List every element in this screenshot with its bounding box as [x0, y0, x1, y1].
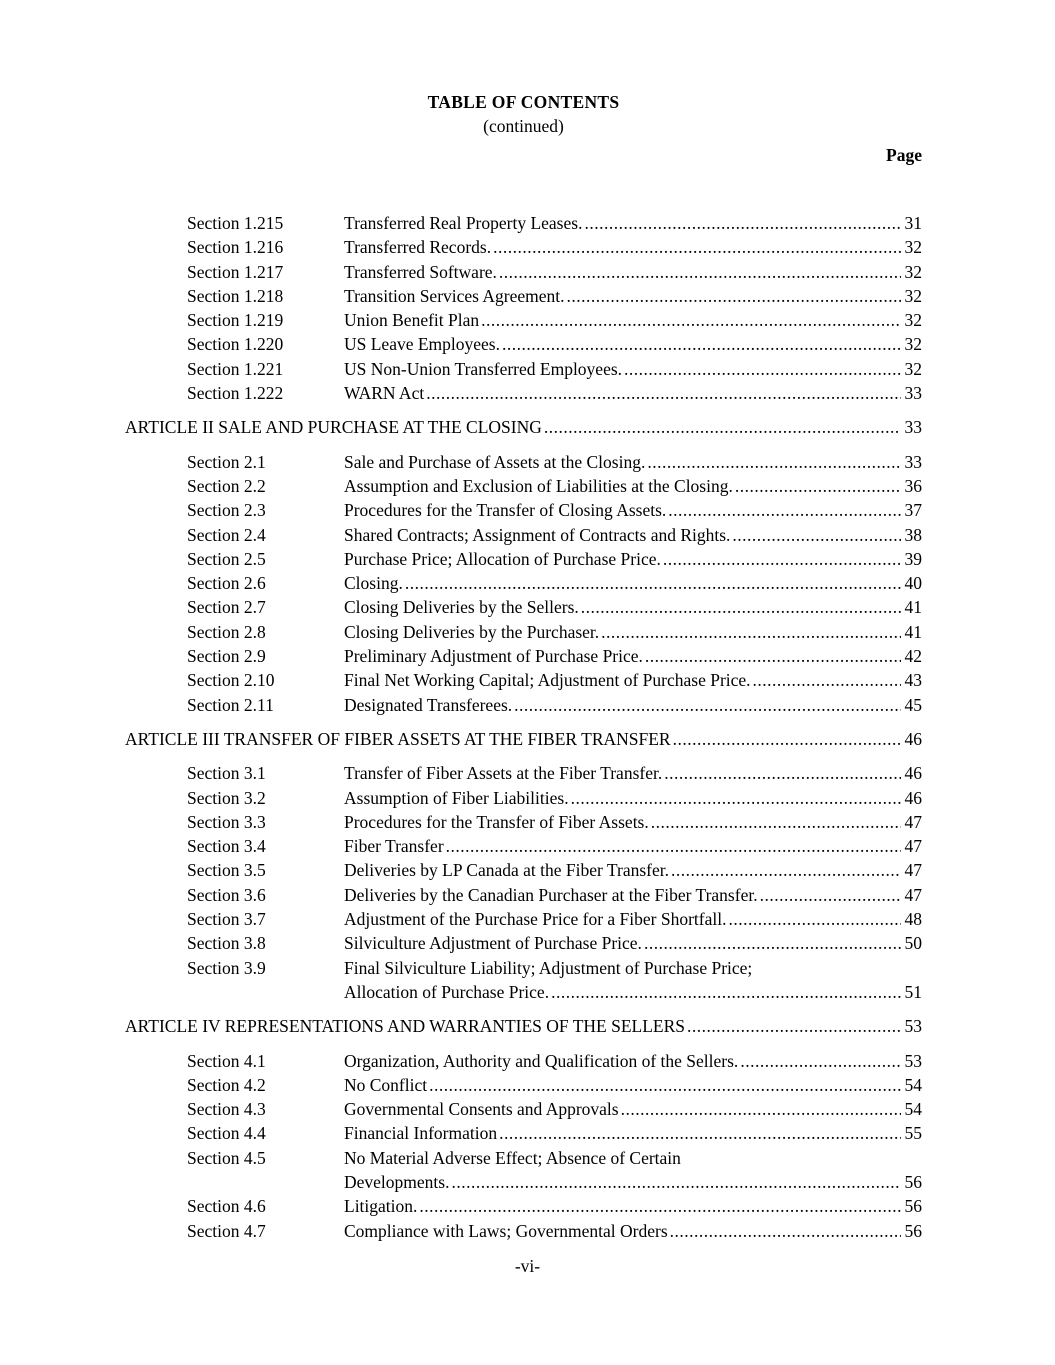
toc-entry — [344, 1073, 922, 1097]
dot-leader — [444, 834, 901, 858]
dot-leader — [661, 547, 901, 571]
toc-entry-row — [125, 761, 922, 785]
dot-leader — [666, 498, 900, 522]
toc-entry — [344, 332, 922, 356]
toc-entry — [344, 907, 922, 931]
entry-title: Transfer of Fiber Assets at the Fiber Transfer. — [344, 763, 663, 784]
toc-entry-row — [125, 332, 922, 356]
entry-title: Preliminary Adjustment of Purchase Price. — [344, 646, 643, 667]
entry-page-number: 41 — [904, 597, 922, 618]
entry-title: No Material Adverse Effect; Absence of Certain — [344, 1147, 681, 1168]
table-of-contents — [125, 211, 922, 1243]
entry-title: Transferred Records. — [344, 237, 492, 258]
toc-entry — [344, 858, 922, 882]
section-number-label: Section 3.1 — [187, 763, 266, 784]
dot-leader — [671, 727, 901, 751]
toc-entry — [344, 931, 922, 955]
section-number-label: Section 1.219 — [187, 310, 284, 331]
toc-entry-row — [125, 284, 922, 308]
toc-entry-row — [125, 883, 922, 907]
dot-leader — [497, 1121, 900, 1145]
entry-page-number: 39 — [904, 548, 922, 569]
entry-title: Closing Deliveries by the Purchaser. — [344, 621, 600, 642]
toc-entry-row — [125, 595, 922, 619]
section-number-label: Section 2.11 — [187, 694, 274, 715]
dot-leader — [403, 571, 901, 595]
section-number-label: Section 2.9 — [187, 646, 266, 667]
toc-entry — [344, 1219, 922, 1243]
dot-leader — [542, 415, 901, 439]
section-number-label: Section 1.218 — [187, 285, 284, 306]
entry-title: Assumption and Exclusion of Liabilities at the Closing. — [344, 475, 733, 496]
entry-title: Allocation of Purchase Price. — [344, 981, 550, 1002]
entry-page-number: 56 — [904, 1171, 922, 1192]
entry-title: ARTICLE IV REPRESENTATIONS AND WARRANTIES OF THE SELLERS — [125, 1016, 686, 1037]
dot-leader — [662, 761, 900, 785]
entry-title: Shared Contracts; Assignment of Contracts and Rights. — [344, 524, 731, 545]
dot-leader — [730, 523, 900, 547]
section-number-label: Section 4.2 — [187, 1074, 266, 1095]
entry-title: Developments. — [344, 1171, 450, 1192]
toc-entry-row — [125, 1194, 922, 1218]
entry-page-number: 50 — [904, 933, 922, 954]
entry-title: Final Silviculture Liability; Adjustment of Purchase Price; — [344, 957, 753, 978]
entry-title: No Conflict — [344, 1074, 428, 1095]
toc-entry — [125, 415, 922, 439]
entry-page-number: 46 — [904, 728, 922, 749]
entry-title: Litigation. — [344, 1196, 418, 1217]
toc-article-row — [125, 1014, 922, 1038]
toc-entry-row — [125, 644, 922, 668]
toc-entry-row — [125, 620, 922, 644]
section-number-label: Section 4.3 — [187, 1099, 266, 1120]
section-number-label: Section 2.8 — [187, 621, 266, 642]
entry-title: US Non-Union Transferred Employees. — [344, 358, 623, 379]
entry-page-number: 37 — [904, 500, 922, 521]
entry-page-number: 40 — [904, 573, 922, 594]
toc-entry — [344, 761, 922, 785]
toc-entry — [344, 1049, 922, 1073]
section-number-label: Section 3.5 — [187, 860, 266, 881]
entry-title: Sale and Purchase of Assets at the Closing. — [344, 451, 646, 472]
toc-entry — [344, 260, 922, 284]
toc-entry — [344, 786, 922, 810]
entry-page-number: 47 — [904, 836, 922, 857]
toc-entry-row — [125, 907, 922, 931]
entry-title: Transferred Real Property Leases. — [344, 213, 583, 233]
entry-title: Deliveries by the Canadian Purchaser at the Fiber Transfer. — [344, 884, 758, 905]
dot-leader — [751, 668, 901, 692]
entry-page-number: 32 — [904, 237, 922, 258]
entry-title: WARN Act — [344, 383, 425, 404]
section-number-label: Section 1.221 — [187, 358, 284, 379]
dot-leader — [642, 931, 901, 955]
toc-entry-row — [125, 357, 922, 381]
entry-page-number: 33 — [904, 383, 922, 404]
section-number-label: Section 2.7 — [187, 597, 266, 618]
toc-entry-row — [125, 381, 922, 405]
toc-entry — [344, 980, 922, 1004]
entry-title: Final Net Working Capital; Adjustment of Purchase Price. — [344, 670, 751, 691]
entry-title: Transferred Software. — [344, 261, 497, 282]
entry-title: Governmental Consents and Approvals — [344, 1099, 619, 1120]
entry-page-number: 56 — [904, 1196, 922, 1217]
toc-entry — [344, 474, 922, 498]
entry-title: Deliveries by LP Canada at the Fiber Transfer. — [344, 860, 669, 881]
toc-entry-row — [125, 474, 922, 498]
dot-leader — [758, 883, 901, 907]
entry-page-number: 32 — [904, 310, 922, 331]
entry-title: ARTICLE III TRANSFER OF FIBER ASSETS AT THE FIBER TRANSFER — [125, 728, 671, 749]
entry-page-number: 43 — [904, 670, 922, 691]
dot-leader — [569, 786, 901, 810]
toc-entry-row — [125, 235, 922, 259]
toc-entry-row — [125, 786, 922, 810]
document-header — [125, 90, 922, 167]
toc-entry-row — [125, 1097, 922, 1121]
toc-entry — [344, 620, 922, 644]
entry-title: Designated Transferees. — [344, 694, 513, 715]
toc-entry — [344, 381, 922, 405]
entry-title: Financial Information — [344, 1123, 498, 1144]
toc-entry-row — [125, 547, 922, 571]
section-number-label: Section 1.216 — [187, 237, 284, 258]
toc-entry — [344, 547, 922, 571]
entry-title: Fiber Transfer — [344, 836, 444, 857]
entry-title: Closing. — [344, 573, 403, 594]
entry-title: Adjustment of the Purchase Price for a Fiber Shortfall. — [344, 909, 727, 930]
toc-entry-row — [125, 1121, 922, 1145]
entry-page-number: 33 — [904, 451, 922, 472]
section-number-label: Section 2.10 — [187, 670, 275, 691]
dot-leader — [649, 810, 901, 834]
toc-entry — [344, 834, 922, 858]
toc-entry — [344, 1097, 922, 1121]
section-number-label: Section 3.6 — [187, 884, 266, 905]
dot-leader — [643, 644, 901, 668]
entry-title: Purchase Price; Allocation of Purchase Price. — [344, 548, 661, 569]
entry-page-number: 41 — [904, 621, 922, 642]
entry-page-number: 46 — [904, 787, 922, 808]
dot-leader — [599, 620, 900, 644]
dot-leader — [582, 211, 900, 235]
toc-entry-row — [125, 1073, 922, 1097]
footer-page-number: -vi- — [514, 1256, 541, 1276]
entry-title: Silviculture Adjustment of Purchase Price. — [344, 933, 642, 954]
entry-page-number: 31 — [904, 213, 922, 233]
toc-entry-row — [125, 1170, 922, 1194]
entry-page-number: 32 — [904, 334, 922, 355]
section-number-label: Section 2.1 — [187, 451, 266, 472]
section-number-label: Section 2.3 — [187, 500, 266, 521]
entry-page-number: 47 — [904, 811, 922, 832]
entry-title: Organization, Authority and Qualification of the Sellers. — [344, 1050, 739, 1071]
page-column-label: Page — [886, 145, 922, 165]
toc-entry-row — [125, 931, 922, 955]
entry-title: Transition Services Agreement. — [344, 285, 565, 306]
dot-leader — [579, 595, 901, 619]
toc-entry-row — [125, 810, 922, 834]
entry-title: US Leave Employees. — [344, 334, 500, 355]
toc-entry-row — [125, 450, 922, 474]
toc-entry-row — [125, 1146, 922, 1170]
toc-entry — [344, 956, 922, 980]
toc-entry — [344, 668, 922, 692]
section-number-label: Section 4.6 — [187, 1196, 266, 1217]
section-number-label: Section 3.2 — [187, 787, 266, 808]
entry-title: Assumption of Fiber Liabilities. — [344, 787, 569, 808]
section-number-label: Section 2.2 — [187, 475, 266, 496]
dot-leader — [497, 260, 901, 284]
toc-entry — [344, 644, 922, 668]
section-number-label: Section 4.7 — [187, 1220, 266, 1241]
dot-leader — [726, 907, 900, 931]
toc-entry-row — [125, 211, 922, 235]
dot-leader — [500, 332, 901, 356]
entry-page-number: 47 — [904, 860, 922, 881]
dot-leader — [619, 1097, 901, 1121]
toc-entry — [125, 1014, 922, 1038]
section-number-label: Section 1.220 — [187, 334, 284, 355]
toc-entry-row — [125, 1049, 922, 1073]
dot-leader — [491, 235, 900, 259]
toc-entry — [344, 357, 922, 381]
entry-page-number: 33 — [904, 417, 922, 438]
toc-entry — [344, 523, 922, 547]
section-number-label: Section 1.222 — [187, 383, 284, 404]
entry-page-number: 45 — [904, 694, 922, 715]
toc-entry-row — [125, 571, 922, 595]
toc-entry — [344, 1194, 922, 1218]
entry-page-number: 51 — [904, 981, 922, 1002]
entry-page-number: 46 — [904, 763, 922, 784]
toc-article-row — [125, 727, 922, 751]
toc-entry — [344, 498, 922, 522]
dot-leader — [733, 474, 901, 498]
toc-entry-row — [125, 308, 922, 332]
section-number-label: Section 1.217 — [187, 261, 284, 282]
dot-leader — [512, 693, 900, 717]
dot-leader — [622, 357, 900, 381]
section-number-label: Section 3.9 — [187, 957, 266, 978]
toc-entry — [344, 1170, 922, 1194]
entry-title: Union Benefit Plan — [344, 310, 480, 331]
entry-page-number: 53 — [904, 1016, 922, 1037]
toc-entry — [344, 883, 922, 907]
toc-entry — [344, 1121, 922, 1145]
dot-leader — [738, 1049, 900, 1073]
entry-page-number: 32 — [904, 261, 922, 282]
section-number-label: Section 2.4 — [187, 524, 266, 545]
entry-title: Procedures for the Transfer of Closing Assets. — [344, 500, 667, 521]
section-number-label: Section 3.3 — [187, 811, 266, 832]
entry-title: Closing Deliveries by the Sellers. — [344, 597, 579, 618]
section-number-label: Section 4.5 — [187, 1147, 266, 1168]
toc-entry — [344, 308, 922, 332]
toc-entry — [344, 450, 922, 474]
entry-title: ARTICLE II SALE AND PURCHASE AT THE CLOSING — [125, 417, 542, 438]
toc-entry-row — [125, 834, 922, 858]
dot-leader — [549, 980, 900, 1004]
toc-entry-row — [125, 956, 922, 980]
dot-leader — [479, 308, 900, 332]
section-number-label: Section 3.8 — [187, 933, 266, 954]
dot-leader — [645, 450, 900, 474]
entry-page-number: 48 — [904, 909, 922, 930]
toc-entry — [344, 595, 922, 619]
section-number-label: Section 1.215 — [187, 213, 284, 233]
toc-entry — [344, 284, 922, 308]
dot-leader — [424, 381, 900, 405]
dot-leader — [669, 858, 901, 882]
section-number-label: Section 3.4 — [187, 836, 266, 857]
toc-entry-row — [125, 523, 922, 547]
dot-leader — [449, 1170, 900, 1194]
entry-page-number: 32 — [904, 358, 922, 379]
toc-entry-row — [125, 1219, 922, 1243]
toc-entry-row — [125, 693, 922, 717]
entry-page-number: 54 — [904, 1099, 922, 1120]
toc-entry — [344, 810, 922, 834]
section-number-label: Section 4.1 — [187, 1050, 266, 1071]
toc-entry-row — [125, 668, 922, 692]
entry-page-number: 56 — [904, 1220, 922, 1241]
toc-entry — [344, 571, 922, 595]
toc-entry — [344, 1146, 922, 1170]
dot-leader — [685, 1014, 900, 1038]
toc-entry — [344, 693, 922, 717]
entry-page-number: 53 — [904, 1050, 922, 1071]
entry-page-number: 47 — [904, 884, 922, 905]
dot-leader — [417, 1194, 900, 1218]
toc-article-row — [125, 415, 922, 439]
entry-title: Procedures for the Transfer of Fiber Assets. — [344, 811, 649, 832]
dot-leader — [668, 1219, 901, 1243]
section-number-label: Section 4.4 — [187, 1123, 266, 1144]
toc-entry — [344, 211, 922, 235]
page-subtitle: (continued) — [483, 116, 564, 136]
entry-page-number: 55 — [904, 1123, 922, 1144]
toc-entry-row — [125, 980, 922, 1004]
section-number-label: Section 2.5 — [187, 548, 266, 569]
section-number-label: Section 2.6 — [187, 573, 266, 594]
entry-page-number: 38 — [904, 524, 922, 545]
page-title: TABLE OF CONTENTS — [427, 92, 620, 112]
toc-entry-row — [125, 260, 922, 284]
dot-leader — [565, 284, 901, 308]
entry-title: Compliance with Laws; Governmental Orders — [344, 1220, 668, 1241]
dot-leader — [427, 1073, 900, 1097]
toc-entry — [344, 235, 922, 259]
entry-page-number: 42 — [904, 646, 922, 667]
toc-entry — [125, 727, 922, 751]
toc-entry-row — [125, 498, 922, 522]
entry-page-number: 36 — [904, 475, 922, 496]
section-number-label: Section 3.7 — [187, 909, 266, 930]
entry-page-number: 32 — [904, 285, 922, 306]
entry-page-number: 54 — [904, 1074, 922, 1095]
toc-entry-row — [125, 858, 922, 882]
